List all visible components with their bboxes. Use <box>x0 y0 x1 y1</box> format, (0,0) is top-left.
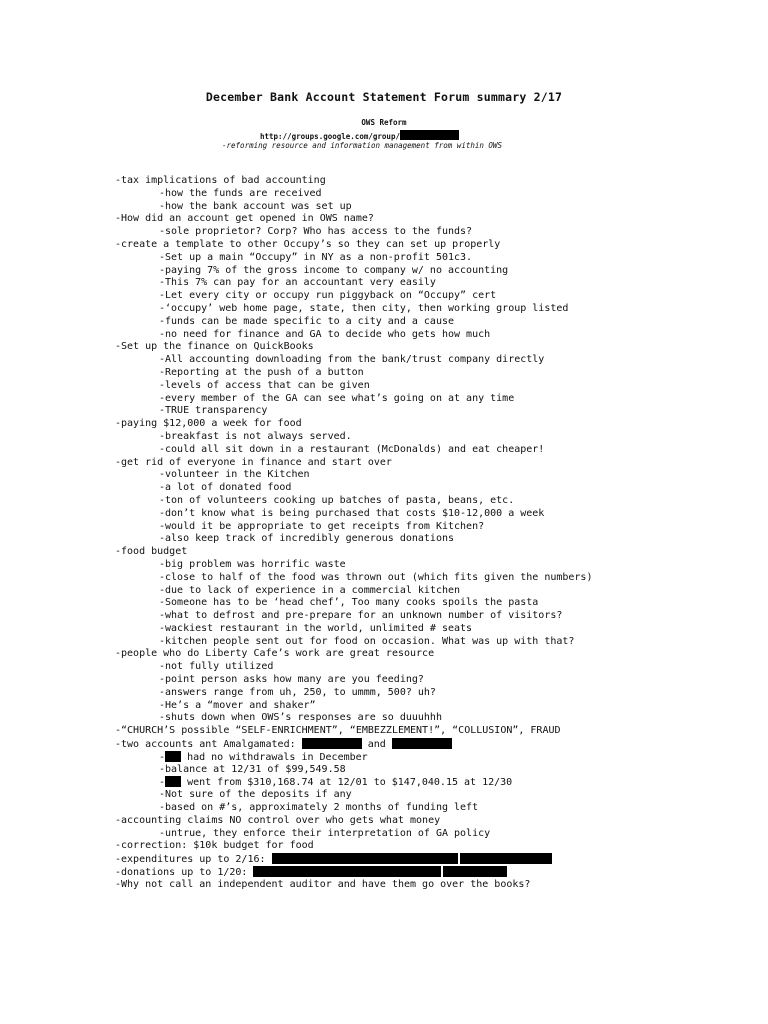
notes-body <box>115 175 755 892</box>
group-url <box>260 130 459 141</box>
note-subline: -‘occupy’ web home page, state, then city, then working group listed <box>159 302 569 314</box>
note-line: -people who do Liberty Cafe’s work are great resource <box>115 648 435 660</box>
note-subline: -TRUE transparency <box>159 405 268 417</box>
note-subline: -what to defrost and pre-prepare for an unknown number of visitors? <box>159 610 563 622</box>
note-text: - <box>159 751 166 763</box>
note-subline: -Reporting at the push of a button <box>159 366 364 378</box>
note-subline: -every member of the GA can see what’s going on at any time <box>159 392 515 404</box>
note-line: -accounting claims NO control over who gets what money <box>115 814 441 826</box>
document-title: December Bank Account Statement Forum summary 2/17 <box>205 90 563 104</box>
note-subline: -Not sure of the deposits if any <box>159 789 352 801</box>
note-subline <box>115 751 755 764</box>
note-line: -“CHURCH’S possible “SELF-ENRICHMENT”, “EMBEZZLEMENT!”, “COLLUSION”, FRAUD <box>115 725 561 737</box>
note-subline: -All accounting downloading from the bank/trust company directly <box>159 354 545 366</box>
note-subline: -also keep track of incredibly generous donations <box>159 533 455 545</box>
note-subline: -wackiest restaurant in the world, unlimited # seats <box>159 622 473 634</box>
note-subline <box>115 776 755 789</box>
redaction-block <box>165 751 181 762</box>
redaction-block <box>302 738 362 749</box>
note-subline: -breakfast is not always served. <box>159 430 352 442</box>
note-line <box>115 853 755 866</box>
note-line <box>115 738 755 751</box>
note-subline: -Set up a main “Occupy” in NY as a non-profit 501c3. <box>159 251 473 263</box>
note-subline: -untrue, they enforce their interpretation of GA policy <box>159 827 491 839</box>
group-url-text: http://groups.google.com/group/ <box>260 132 400 141</box>
note-text: - <box>159 777 166 789</box>
note-subline: -balance at 12/31 of $99,549.58 <box>159 763 346 775</box>
redaction-block <box>400 130 459 140</box>
note-line <box>115 866 755 879</box>
redaction-block <box>272 853 458 864</box>
note-subline: -paying 7% of the gross income to company w/ no accounting <box>159 264 509 276</box>
redaction-block <box>165 776 181 787</box>
note-text: went from $310,168.74 at 12/01 to $147,040.15 at 12/30 <box>187 777 513 789</box>
note-subline: -not fully utilized <box>159 661 274 673</box>
redaction-block <box>253 866 441 877</box>
note-line: -How did an account get opened in OWS name? <box>115 213 374 225</box>
note-subline: -He’s a “mover and shaker” <box>159 699 316 711</box>
redaction-block <box>392 738 452 749</box>
note-subline: -a lot of donated food <box>159 482 292 494</box>
note-subline: -ton of volunteers cooking up batches of pasta, beans, etc. <box>159 494 515 506</box>
note-text: -two accounts ant Amalgamated: <box>115 739 296 751</box>
tagline: -reforming resource and information management from within OWS <box>222 141 502 150</box>
note-subline: -answers range from uh, 250, to ummm, 500? uh? <box>159 686 436 698</box>
note-subline: -sole proprietor? Corp? Who has access to the funds? <box>159 226 473 238</box>
note-subline: -based on #’s, approximately 2 months of funding left <box>159 802 479 814</box>
note-subline: -kitchen people sent out for food on occasion. What was up with that? <box>159 635 575 647</box>
org-name: OWS Reform <box>361 118 407 127</box>
note-subline: -due to lack of experience in a commercial kitchen <box>159 584 461 596</box>
note-subline: -Someone has to be ‘head chef’, Too many cooks spoils the pasta <box>159 597 539 609</box>
note-line: -tax implications of bad accounting <box>115 175 326 186</box>
note-line: -food budget <box>115 546 188 558</box>
note-subline: -big problem was horrific waste <box>159 558 346 570</box>
note-line: -create a template to other Occupy’s so they can set up properly <box>115 238 501 250</box>
redaction-block <box>460 853 552 864</box>
note-text: -donations up to 1/20: <box>115 867 248 879</box>
note-subline: -don’t know what is being purchased that costs $10-12,000 a week <box>159 507 545 519</box>
note-line: -Set up the finance on QuickBooks <box>115 341 314 353</box>
note-subline: -would it be appropriate to get receipts from Kitchen? <box>159 520 485 532</box>
note-line: -Why not call an independent auditor and have them go over the books? <box>115 878 531 890</box>
note-text: and <box>367 739 386 751</box>
note-subline: -no need for finance and GA to decide who gets how much <box>159 328 491 340</box>
note-subline: -levels of access that can be given <box>159 379 370 391</box>
note-subline: -could all sit down in a restaurant (McDonalds) and eat cheaper! <box>159 443 545 455</box>
note-subline: -Let every city or occupy run piggyback on “Occupy” cert <box>159 290 497 302</box>
note-line: -correction: $10k budget for food <box>115 840 314 852</box>
note-text: -expenditures up to 2/16: <box>115 854 266 866</box>
note-subline: -This 7% can pay for an accountant very easily <box>159 277 436 289</box>
note-subline: -close to half of the food was thrown out (which fits given the numbers) <box>159 571 593 583</box>
note-subline: -how the bank account was set up <box>159 200 352 212</box>
note-line: -get rid of everyone in finance and start over <box>115 456 392 468</box>
note-subline: -how the funds are received <box>159 187 322 199</box>
note-subline: -shuts down when OWS’s responses are so duuuhhh <box>159 712 442 724</box>
note-subline: -volunteer in the Kitchen <box>159 469 310 481</box>
note-subline: -funds can be made specific to a city and a cause <box>159 315 455 327</box>
note-subline: -point person asks how many are you feeding? <box>159 674 424 686</box>
note-line: -paying $12,000 a week for food <box>115 418 302 430</box>
note-text: had no withdrawals in December <box>187 751 368 763</box>
redaction-block <box>443 866 507 877</box>
